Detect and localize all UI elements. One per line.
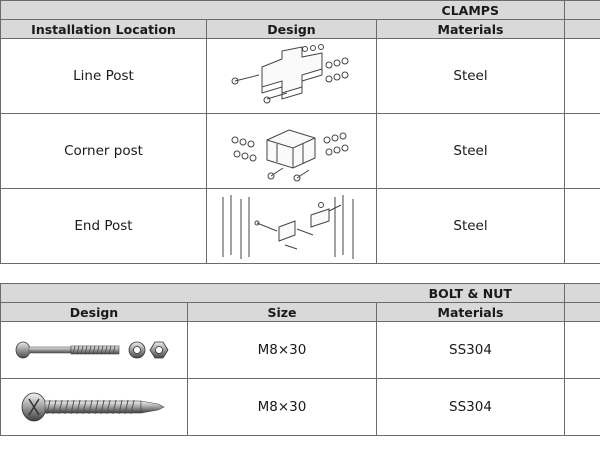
table-row xyxy=(1,189,600,264)
design-cell xyxy=(207,114,377,189)
row-material: Steel xyxy=(377,39,565,114)
row-size: M8×30 xyxy=(188,379,377,436)
design-cell xyxy=(207,39,377,114)
design-cell xyxy=(207,189,377,264)
table-row xyxy=(1,322,600,379)
row-material: Steel xyxy=(377,189,565,264)
header-design: Design xyxy=(207,20,377,39)
table-row xyxy=(1,114,600,189)
end-post-clamp-icon xyxy=(217,191,367,261)
header-design: Design xyxy=(1,303,188,322)
row-location: Line Post xyxy=(1,39,207,114)
row-material: Steel xyxy=(377,114,565,189)
clamps-title-extra xyxy=(565,1,600,20)
row-location: Corner post xyxy=(1,114,207,189)
clamps-title-row xyxy=(1,1,600,20)
clamps-header-row xyxy=(1,20,600,39)
header-extra xyxy=(565,20,600,39)
row-extra xyxy=(565,322,600,379)
row-extra xyxy=(565,189,600,264)
table-row xyxy=(1,39,600,114)
row-extra xyxy=(565,39,600,114)
header-materials: Materials xyxy=(377,20,565,39)
header-size: Size xyxy=(188,303,377,322)
bolts-table xyxy=(0,283,600,436)
bolts-header-row xyxy=(1,303,600,322)
bolt-washer-nut-icon xyxy=(9,335,179,365)
header-installation-location: Installation Location xyxy=(1,20,207,39)
clamps-title: CLAMPS xyxy=(377,1,565,20)
row-extra xyxy=(565,379,600,436)
corner-post-clamp-icon xyxy=(227,118,357,184)
row-size: M8×30 xyxy=(188,322,377,379)
line-post-clamp-icon xyxy=(227,43,357,109)
header-extra xyxy=(565,303,600,322)
row-material: SS304 xyxy=(377,379,565,436)
design-cell xyxy=(1,322,188,379)
bolts-title-row xyxy=(1,284,600,303)
self-drilling-screw-icon xyxy=(14,387,174,427)
row-material: SS304 xyxy=(377,322,565,379)
design-cell xyxy=(1,379,188,436)
bolts-title-spacer xyxy=(1,284,377,303)
row-location: End Post xyxy=(1,189,207,264)
row-extra xyxy=(565,114,600,189)
bolts-title-extra xyxy=(565,284,600,303)
header-materials: Materials xyxy=(377,303,565,322)
bolts-title: BOLT & NUT xyxy=(377,284,565,303)
table-row xyxy=(1,379,600,436)
clamps-title-spacer xyxy=(1,1,377,20)
